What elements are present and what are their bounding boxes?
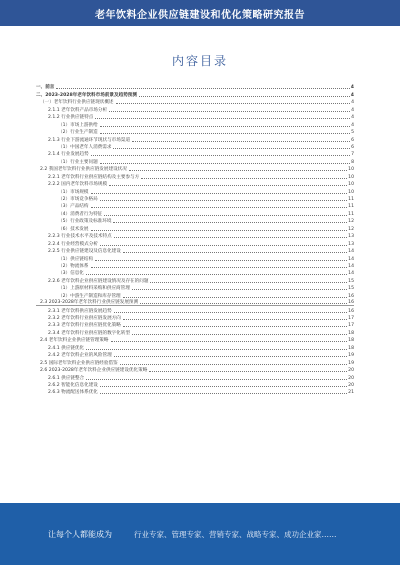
toc-entry[interactable] <box>36 328 354 335</box>
toc-entry[interactable] <box>36 165 354 172</box>
toc-entry[interactable] <box>36 291 354 298</box>
toc-leader-dots <box>100 200 347 201</box>
report-header-banner <box>0 0 400 26</box>
toc-entry[interactable] <box>36 343 354 350</box>
toc-leader-dots <box>123 319 347 320</box>
toc-entry[interactable] <box>36 209 354 216</box>
toc-entry[interactable] <box>36 239 354 246</box>
toc-entry-label: （1）上游原材料采购和供应商管理 <box>58 286 130 292</box>
toc-entry[interactable] <box>36 105 354 112</box>
toc-entry[interactable] <box>36 388 354 395</box>
toc-entry-page: 4 <box>351 122 354 128</box>
toc-entry[interactable] <box>36 254 354 261</box>
toc-entry[interactable] <box>36 366 354 373</box>
toc-leader-dots <box>113 222 347 223</box>
toc-entry-label: （1）供应链结构 <box>58 256 94 262</box>
toc-entry-page: 18 <box>348 330 354 336</box>
toc-entry-page: 15 <box>348 278 354 284</box>
toc-entry-page: 6 <box>351 144 354 150</box>
toc-entry[interactable] <box>36 113 354 120</box>
toc-entry-page: 4 <box>351 115 354 121</box>
toc-entry[interactable] <box>36 276 354 283</box>
toc-entry[interactable] <box>36 314 354 321</box>
toc-entry-label: （1）中国老年人消费需求 <box>58 144 112 150</box>
toc-entry[interactable] <box>36 224 354 231</box>
toc-leader-dots <box>111 341 348 342</box>
toc-leader-dots <box>123 326 347 327</box>
toc-leader-dots <box>113 148 350 149</box>
toc-entry-page: 17 <box>348 323 354 329</box>
toc-entry[interactable] <box>36 373 354 380</box>
toc-entry-page: 8 <box>351 159 354 165</box>
toc-entry-page: 19 <box>348 353 354 359</box>
toc-entry-page: 17 <box>348 316 354 321</box>
toc-entry[interactable] <box>36 247 354 254</box>
toc-entry[interactable] <box>36 157 354 164</box>
toc-entry-page: 16 <box>348 308 354 314</box>
toc-leader-dots <box>100 126 350 127</box>
toc-entry-page: 20 <box>348 375 354 381</box>
toc-entry-label: 2.2.3 行业技术水平及技术特点 <box>48 234 112 240</box>
toc-entry-page: 15 <box>348 286 354 292</box>
toc-entry-label: 2.3.2 老年饮料行业供应链发展方向 <box>48 316 121 321</box>
toc-entry-page: 4 <box>351 100 354 106</box>
toc-entry-label: 2.2.1 老年饮料行业供应链结构及主要参与方 <box>48 174 140 180</box>
toc-leader-dots <box>95 118 350 119</box>
toc-entry-page: 4 <box>351 107 354 113</box>
toc-leader-dots <box>86 349 347 350</box>
toc-leader-dots <box>100 393 347 394</box>
toc-leader-dots <box>100 386 347 387</box>
toc-leader-dots <box>100 133 350 134</box>
toc-entry[interactable] <box>36 120 354 127</box>
toc-entry-label: 2.2.4 行业经营模式分析 <box>48 241 98 247</box>
toc-leader-dots <box>123 297 347 298</box>
toc-entry-label: （3）信息化 <box>58 271 84 277</box>
toc-entry-page: 16 <box>348 300 354 306</box>
toc-leader-dots <box>109 111 350 112</box>
toc-leader-dots <box>114 356 347 357</box>
toc-entry[interactable] <box>36 358 354 365</box>
toc-leader-dots <box>100 245 347 246</box>
toc-entry-label: 2.2.5 行业供应链建设及信息化建设 <box>48 249 121 255</box>
toc-entry-page: 14 <box>348 263 354 269</box>
toc-leader-dots <box>150 282 347 283</box>
toc-leader-dots <box>114 237 347 238</box>
toc-leader-dots <box>91 193 348 194</box>
toc-leader-dots <box>132 141 350 142</box>
toc-leader-dots <box>123 252 347 253</box>
footer-slogan: 让每个人都能成为 <box>48 529 112 539</box>
toc-entry[interactable] <box>36 135 354 142</box>
toc-entry-label: 2.6.2 智能化信息化建设 <box>48 382 98 388</box>
toc-entry-label: 2.6 2023-2028年老年饮料企业供应链建设优化策略 <box>40 368 148 374</box>
toc-entry-page: 5 <box>351 130 354 136</box>
toc-entry-label: 2.3.1 老年饮料供应链发展趋势 <box>48 308 112 314</box>
toc-entry-page: 13 <box>348 234 354 240</box>
toc-leader-dots <box>86 379 347 380</box>
footer-banner <box>0 503 400 565</box>
toc-entry[interactable] <box>36 262 354 269</box>
footer-roles: 行业专家、管理专家、营销专家、战略专家、成功企业家…… <box>134 529 337 539</box>
toc-entry-label: 二、2023-2028年老年饮料市场前景及趋势预测 <box>36 92 137 98</box>
toc-entry-page: 11 <box>348 211 354 217</box>
toc-entry-page: 4 <box>350 92 354 98</box>
toc-entry-page: 14 <box>348 256 354 262</box>
toc-entry[interactable] <box>36 150 354 157</box>
toc-entry-label: 2.6.1 供应链整合 <box>48 375 85 381</box>
toc-entry-page: 10 <box>348 174 354 180</box>
toc-entry-label: 2.2.2 国内老年饮料市场规模 <box>48 182 108 188</box>
toc-entry-label: 2.1.2 行业供应链特点 <box>48 115 94 121</box>
toc-entry-label: 2.4.1 供应链优化 <box>48 345 85 351</box>
toc-leader-dots <box>129 170 347 171</box>
toc-entry-label: （2）行业生产制造 <box>58 130 98 136</box>
toc-entry[interactable] <box>36 90 354 97</box>
toc-entry[interactable] <box>36 217 354 224</box>
toc-entry[interactable] <box>36 195 354 202</box>
toc-leader-dots <box>114 312 347 313</box>
toc-entry-label: 2.4 老年饮料企业供应链管理策略 <box>40 338 109 344</box>
toc-entry-label: （5）行业政策及标准环境 <box>58 219 112 225</box>
toc-entry-label: （2）中游生产制造和库存管理 <box>58 293 121 299</box>
toc-entry-label: 一、前言 <box>36 85 55 91</box>
toc-entry-page: 4 <box>350 85 354 91</box>
toc-leader-dots <box>139 96 350 97</box>
toc-entry-page: 14 <box>348 271 354 277</box>
toc-entry-label: 2.4.2 老年饮料企业的风险管理 <box>48 353 112 359</box>
toc-entry-label: 2.3 2023-2028年老年饮料行业供应链发展预测 <box>40 300 139 306</box>
toc-entry-label: （6）技术发展 <box>58 226 89 232</box>
toc-entry[interactable] <box>36 299 354 306</box>
toc-entry-label: （3）产品结构 <box>58 204 89 210</box>
toc-entry-page: 13 <box>348 241 354 247</box>
toc-entry-label: （1）市场上游供给 <box>58 122 98 128</box>
toc-entry[interactable] <box>36 381 354 388</box>
toc-leader-dots <box>56 88 349 89</box>
toc-entry-page: 21 <box>348 390 354 396</box>
toc-entry-page: 12 <box>348 219 354 225</box>
toc-entry[interactable] <box>36 83 354 90</box>
toc-entry-label: 2.6.3 物流配送体系优化 <box>48 390 98 396</box>
toc-entry-page: 18 <box>348 345 354 351</box>
toc-entry-label: （1）市场规模 <box>58 189 89 195</box>
toc-entry-page: 10 <box>348 182 354 188</box>
toc-entry[interactable] <box>36 321 354 328</box>
toc-entry[interactable] <box>36 98 354 105</box>
toc-leader-dots <box>109 185 347 186</box>
toc-entry-page: 18 <box>348 338 354 344</box>
toc-leader-dots <box>86 274 347 275</box>
toc-leader-dots <box>149 371 347 372</box>
toc-leader-dots <box>141 178 347 179</box>
toc-entry-page: 19 <box>348 360 354 366</box>
toc-entry-page: 20 <box>348 368 354 374</box>
table-of-contents <box>36 83 354 395</box>
toc-entry-page: 16 <box>348 293 354 299</box>
toc-entry[interactable] <box>36 187 354 194</box>
toc-entry-page: 11 <box>348 204 354 210</box>
toc-entry[interactable] <box>36 336 354 343</box>
toc-leader-dots <box>104 215 347 216</box>
toc-entry[interactable] <box>36 306 354 313</box>
toc-entry-label: 2.1.3 行业下游流通环节现状与市场渠道 <box>48 137 131 143</box>
toc-leader-dots <box>91 207 348 208</box>
report-title: 老年饮料企业供应链建设和优化策略研究报告 <box>95 9 305 21</box>
toc-leader-dots <box>95 260 347 261</box>
toc-leader-dots <box>100 163 350 164</box>
toc-entry-page: 14 <box>348 249 354 255</box>
toc-entry[interactable] <box>36 269 354 276</box>
toc-heading: 内容目录 <box>171 54 228 68</box>
toc-entry-label: （2）物流体系 <box>58 263 89 269</box>
toc-entry-label: （2）市场竞争格局 <box>58 197 98 202</box>
toc-entry-page: 6 <box>351 137 354 143</box>
toc-entry[interactable] <box>36 180 354 187</box>
toc-entry-label: （1）行业主要问题 <box>58 159 98 165</box>
toc-leader-dots <box>91 155 350 156</box>
toc-leader-dots <box>120 364 347 365</box>
toc-entry[interactable] <box>36 284 354 291</box>
toc-entry-label: 2.3.4 老年饮料行业供应链的数字化转型 <box>48 330 131 336</box>
toc-entry-label: （一）老年饮料行业供应链现状概述 <box>40 100 114 106</box>
toc-entry-page: 7 <box>351 152 354 158</box>
toc-entry[interactable] <box>36 172 354 179</box>
toc-entry-label: 2.1.1 老年饮料产品市场分析 <box>48 107 108 113</box>
toc-entry-page: 12 <box>348 226 354 232</box>
toc-entry-label: 2.2.6 老年饮料企业供应链建设情况及存在的问题 <box>48 278 149 284</box>
toc-entry[interactable] <box>36 143 354 150</box>
toc-leader-dots <box>116 103 351 104</box>
toc-entry-page: 10 <box>348 189 354 195</box>
toc-entry-page: 20 <box>348 382 354 388</box>
toc-entry[interactable] <box>36 351 354 358</box>
toc-leader-dots <box>91 267 348 268</box>
toc-entry-page: 10 <box>348 167 354 173</box>
toc-entry[interactable] <box>36 128 354 135</box>
toc-entry-label: 2.3.3 老年饮料行业供应链优化策略 <box>48 323 121 329</box>
toc-entry-label: 2.2 我国老年饮料行业供应链发展建设状况 <box>40 167 127 173</box>
toc-leader-dots <box>132 334 347 335</box>
toc-leader-dots <box>91 230 348 231</box>
toc-entry-label: 2.5 国际老年饮料企业供应链经验借鉴 <box>40 360 118 366</box>
toc-leader-dots <box>132 289 347 290</box>
toc-entry[interactable] <box>36 232 354 239</box>
toc-entry[interactable] <box>36 202 354 209</box>
toc-entry-label: （4）消费者行为特征 <box>58 211 103 217</box>
toc-entry-page: 11 <box>348 197 354 202</box>
toc-leader-dots <box>140 303 347 304</box>
toc-entry-label: 2.1.4 行业发展趋势 <box>48 152 89 158</box>
